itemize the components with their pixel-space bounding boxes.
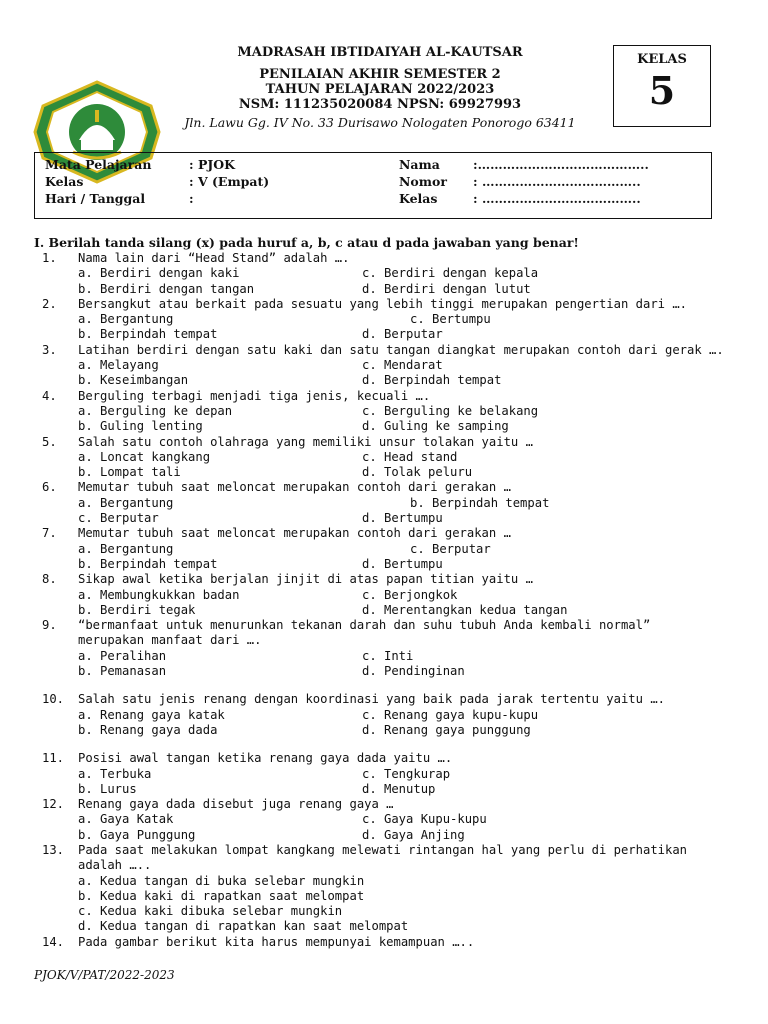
- question-number: 11.: [42, 751, 65, 766]
- question-9: [34, 618, 734, 679]
- option[interactable]: a. Melayang: [78, 358, 159, 373]
- info-label: Nomor: [399, 174, 447, 189]
- option[interactable]: d. Pendinginan: [362, 664, 465, 679]
- option[interactable]: d. Bertumpu: [362, 511, 443, 526]
- info-value: : PJOK: [189, 157, 236, 172]
- info-label: Hari / Tanggal: [45, 191, 146, 206]
- option[interactable]: c. Berjongkok: [362, 587, 458, 602]
- info-label: Mata Pelajaran: [45, 157, 152, 172]
- option[interactable]: c. Gaya Kupu-kupu: [362, 812, 487, 827]
- option[interactable]: a. Kedua tangan di buka selebar mungkin: [78, 873, 365, 888]
- question-list: [34, 234, 734, 950]
- question-text: Pada saat melakukan lompat kangkang melewati rintangan hal yang perlu di perhatikan: [78, 842, 688, 857]
- question-text: merupakan manfaat dari ….: [78, 633, 262, 648]
- nsm-npsn: NSM: 111235020084 NPSN: 69927993: [238, 97, 522, 112]
- question-11: [34, 751, 734, 797]
- option[interactable]: b. Gaya Punggung: [78, 827, 196, 842]
- question-number: 9.: [42, 618, 57, 633]
- question-8: [34, 572, 734, 618]
- option[interactable]: b. Lurus: [78, 781, 137, 796]
- option[interactable]: d. Gaya Anjing: [362, 827, 465, 842]
- option[interactable]: c. Berguling ke belakang: [362, 403, 539, 418]
- question-text: “bermanfaat untuk menurunkan tekanan darah dan suhu tubuh Anda kembali normal”: [78, 618, 651, 633]
- question-number: 4.: [42, 388, 57, 403]
- page-footer: PJOK/V/PAT/2022-2023: [34, 968, 175, 982]
- question-text: Salah satu jenis renang dengan koordinasi yang baik pada jarak tertentu yaitu ….: [78, 692, 665, 707]
- option[interactable]: d. Renang gaya punggung: [362, 722, 531, 737]
- option[interactable]: a. Loncat kangkang: [78, 449, 211, 464]
- info-value: : V (Empat): [189, 174, 270, 189]
- question-7: [34, 526, 734, 572]
- option[interactable]: d. Guling ke samping: [362, 419, 509, 434]
- question-number: 12.: [42, 797, 65, 812]
- option[interactable]: c. Tengkurap: [362, 766, 451, 781]
- question-number: 14.: [42, 934, 65, 949]
- question-number: 7.: [42, 526, 57, 541]
- option[interactable]: b. Berpindah tempat: [78, 327, 218, 342]
- spacer: [34, 679, 734, 692]
- school-address: Jln. Lawu Gg. IV No. 33 Durisawo Nologaten Ponorogo 63411: [184, 115, 576, 130]
- option[interactable]: a. Bergantung: [78, 541, 174, 556]
- kelas-number: 5: [648, 68, 676, 113]
- question-number: 13.: [42, 842, 65, 857]
- info-row: [45, 157, 705, 174]
- option[interactable]: a. Peralihan: [78, 648, 167, 663]
- option[interactable]: c. Kedua kaki dibuka selebar mungkin: [78, 904, 343, 919]
- info-label: Kelas: [399, 191, 438, 206]
- option[interactable]: c. Mendarat: [362, 358, 443, 373]
- option[interactable]: a. Gaya Katak: [78, 812, 174, 827]
- info-row: [45, 174, 705, 191]
- option[interactable]: b. Berdiri dengan tangan: [78, 281, 255, 296]
- question-number: 10.: [42, 692, 65, 707]
- option[interactable]: c. Bertumpu: [410, 312, 491, 327]
- option[interactable]: c. Renang gaya kupu-kupu: [362, 707, 539, 722]
- option[interactable]: b. Guling lenting: [78, 419, 203, 434]
- info-row: [45, 191, 705, 208]
- info-value: :: [189, 191, 194, 206]
- question-text: Renang gaya dada disebut juga renang gaya …: [78, 797, 394, 812]
- option[interactable]: a. Berdiri dengan kaki: [78, 266, 240, 281]
- option[interactable]: b. Lompat tali: [78, 465, 181, 480]
- question-text: Latihan berdiri dengan satu kaki dan satu tangan diangkat merupakan contoh dari gerak ….: [78, 342, 724, 357]
- question-text: Posisi awal tangan ketika renang gaya dada yaitu ….: [78, 751, 453, 766]
- option[interactable]: d. Merentangkan kedua tangan: [362, 602, 568, 617]
- option[interactable]: c. Inti: [362, 648, 414, 663]
- option[interactable]: d. Berputar: [362, 327, 443, 342]
- option[interactable]: a. Bergantung: [78, 495, 174, 510]
- option[interactable]: c. Berputar: [410, 541, 491, 556]
- option[interactable]: c. Berdiri dengan kepala: [362, 266, 539, 281]
- question-text: Bersangkut atau berkait pada sesuatu yang lebih tinggi merupakan pengertian dari ….: [78, 296, 688, 311]
- option[interactable]: a. Terbuka: [78, 766, 152, 781]
- option[interactable]: b. Kedua kaki di rapatkan saat melompat: [78, 888, 365, 903]
- info-value[interactable]: : ………………………………..: [473, 191, 641, 206]
- option[interactable]: b. Keseimbangan: [78, 373, 189, 388]
- option[interactable]: a. Bergantung: [78, 312, 174, 327]
- instruction: I. Berilah tanda silang (x) pada huruf a, b, c atau d pada jawaban yang benar!: [34, 235, 579, 250]
- exam-title: PENILAIAN AKHIR SEMESTER 2: [259, 67, 501, 82]
- option[interactable]: c. Head stand: [362, 449, 458, 464]
- question-2: [34, 297, 734, 343]
- school-name: MADRASAH IBTIDAIYAH AL-KAUTSAR: [237, 45, 523, 60]
- option[interactable]: a. Renang gaya katak: [78, 707, 225, 722]
- option[interactable]: d. Berdiri dengan lutut: [362, 281, 531, 296]
- option[interactable]: c. Berputar: [78, 511, 159, 526]
- info-label: Kelas: [45, 174, 84, 189]
- question-4: [34, 389, 734, 435]
- kelas-label: KELAS: [637, 52, 687, 67]
- option[interactable]: b. Pemanasan: [78, 664, 167, 679]
- question-text: Memutar tubuh saat meloncat merupakan contoh dari gerakan …: [78, 526, 511, 541]
- option[interactable]: a. Berguling ke depan: [78, 403, 233, 418]
- school-year: TAHUN PELAJARAN 2022/2023: [265, 82, 495, 97]
- question-number: 8.: [42, 572, 57, 587]
- question-number: 1.: [42, 251, 57, 265]
- info-value[interactable]: :…………………………………..: [473, 157, 649, 172]
- question-14: [34, 935, 734, 950]
- student-info-box: [34, 152, 712, 219]
- question-6: [34, 480, 734, 526]
- option[interactable]: b. Renang gaya dada: [78, 722, 218, 737]
- info-value[interactable]: : ………………………………..: [473, 174, 641, 189]
- school-header: [160, 44, 600, 132]
- spacer: [34, 738, 734, 751]
- option[interactable]: b. Berdiri tegak: [78, 602, 196, 617]
- question-3: [34, 343, 734, 389]
- info-label: Nama: [399, 157, 440, 172]
- option[interactable]: d. Berpindah tempat: [362, 373, 502, 388]
- question-text: Pada gambar berikut kita harus mempunyai kemampuan …..: [78, 934, 475, 949]
- question-10: [34, 692, 734, 738]
- question-number: 3.: [42, 342, 57, 357]
- question-text: Memutar tubuh saat meloncat merupakan contoh dari gerakan …: [78, 480, 511, 495]
- question-text: Sikap awal ketika berjalan jinjit di atas papan titian yaitu …: [78, 572, 533, 587]
- option[interactable]: d. Kedua tangan di rapatkan kan saat melompat: [78, 919, 409, 934]
- kelas-box: [613, 45, 711, 127]
- question-text: Nama lain dari “Head Stand” adalah ….: [78, 251, 350, 265]
- question-1: [34, 251, 734, 297]
- option[interactable]: a. Membungkukkan badan: [78, 587, 240, 602]
- question-number: 6.: [42, 480, 57, 495]
- option[interactable]: b. Berpindah tempat: [410, 495, 550, 510]
- question-text: Salah satu contoh olahraga yang memiliki unsur tolakan yaitu …: [78, 434, 533, 449]
- question-text: adalah …..: [78, 858, 152, 873]
- option[interactable]: d. Bertumpu: [362, 556, 443, 571]
- question-13: [34, 843, 734, 935]
- question-12: [34, 797, 734, 843]
- option[interactable]: b. Berpindah tempat: [78, 556, 218, 571]
- question-5: [34, 435, 734, 481]
- option[interactable]: d. Menutup: [362, 781, 436, 796]
- question-text: Berguling terbagi menjadi tiga jenis, kecuali ….: [78, 388, 431, 403]
- question-number: 2.: [42, 296, 57, 311]
- option[interactable]: d. Tolak peluru: [362, 465, 473, 480]
- question-number: 5.: [42, 434, 57, 449]
